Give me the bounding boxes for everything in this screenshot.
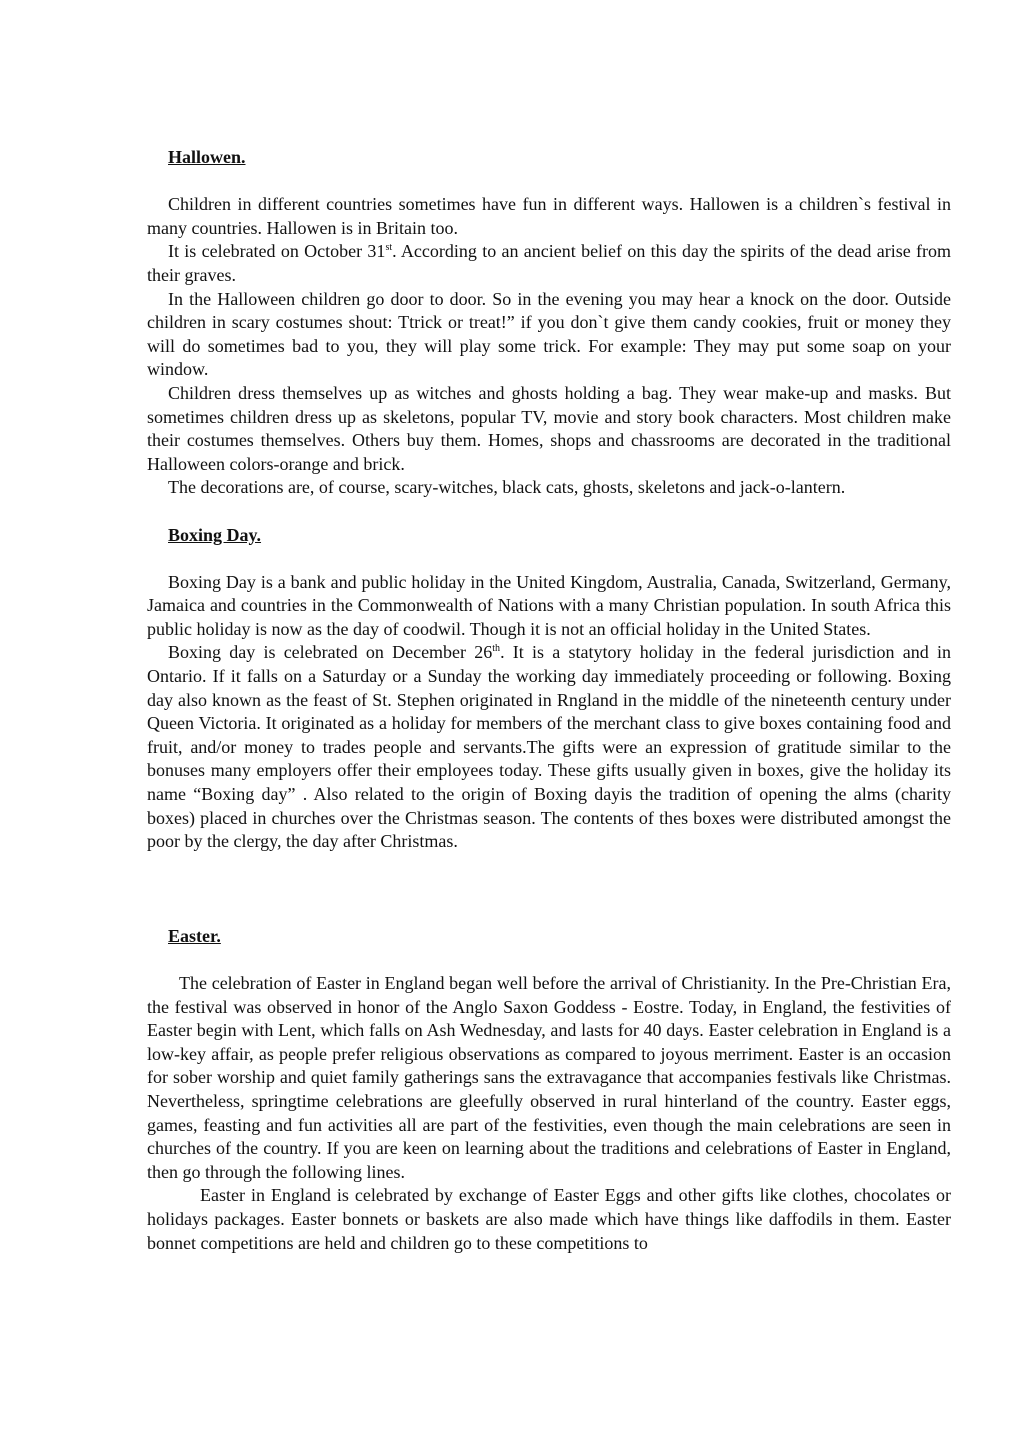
- paragraph: The celebration of Easter in England began well before the arrival of Christianity. In the Pre-Christian Era, the festival was observed in honor of the Anglo Saxon Goddess - Eostre. Today, in England, the festivities of Easter begin with Lent, which falls on Ash Wednesday, and lasts for 40 days. Easter celebration in England is a low-key affair, as people prefer religious observations as compared to joyous merriment. Easter is an occasion for sober worship and quiet family gatherings sans the extravagance that accompanies festivals like Christmas. Nevertheless, springtime celebrations are gleefully observed in rural hinterland of the country. Easter eggs, games, feasting and fun activities all are part of the festivities, even though the main celebrations are seen in churches of the country. If you are keen on learning about the traditions and celebrations of Easter in England, then go through the following lines.: [147, 973, 951, 1182]
- paragraph-text: . It is a statytory holiday in the federal jurisdiction and in Ontario. If it falls on a Saturday or a Sunday the working day immediately proceeding or following. Boxing day also known as the feast of St. Stephen originated in Rngland in the middle of the nineteenth century under Queen Victoria. It originated as a holiday for members of the merchant class to give boxes containing food and fruit, and/or money to trades people and servants.The gifts were an expression of gratitude similar to the bonuses many employers offer their employees today. These gifts usually given in boxes, give the holiday its name “Boxing day” . Also related to the origin of Boxing dayis the tradition of opening the alms (charity boxes) placed in churches over the Christmas season. The contents of thes boxes were distributed amongst the poor by the clergy, the day after Christmas.: [147, 642, 951, 852]
- spacer: [147, 948, 951, 972]
- paragraph: Children dress themselves up as witches and ghosts holding a bag. They wear make-up and masks. But sometimes children dress up as skeletons, popular TV, movie and story book characters. Most children make their costumes themselves. Others buy them. Homes, shops and chassrooms are decorated in the traditional Halloween colors-orange and brick.: [147, 382, 951, 474]
- section-easter: [147, 925, 951, 1255]
- heading-halloween: Hallowen.: [168, 147, 246, 167]
- paragraph-text: . According to an ancient belief on this day the spirits of the dead arise from their graves.: [147, 241, 951, 285]
- section-halloween: [147, 146, 951, 500]
- paragraph-text: It is celebrated on October 31: [168, 241, 386, 262]
- spacer: [147, 547, 951, 571]
- paragraph: In the Halloween children go door to door. So in the evening you may hear a knock on the door. Outside children in scary costumes shout: Ttrick or treat!” if you don`t give them candy cookies, fruit or money they will do sometimes bad to you, they will play some trick. For example: They may put some soap on your window.: [147, 288, 951, 380]
- spacer: [147, 854, 951, 925]
- paragraph: [147, 240, 951, 287]
- superscript: st: [385, 242, 393, 254]
- paragraph: The decorations are, of course, scary-witches, black cats, ghosts, skeletons and jack-o-lantern.: [168, 477, 846, 498]
- heading-easter: Easter.: [168, 925, 221, 946]
- heading-boxing-day: Boxing Day.: [168, 524, 262, 545]
- spacer: [147, 170, 951, 194]
- paragraph: Boxing Day is a bank and public holiday in the United Kingdom, Australia, Canada, Switzerland, Germany, Jamaica and countries in the Commonwealth of Nations with a many Christian population. In south Africa this public holiday is now as the day of coodwil. Though it is not an official holiday in the United States.: [147, 571, 951, 639]
- paragraph: Children in different countries sometimes have fun in different ways. Hallowen is a children`s festival in many countries. Hallowen is in Britain too.: [147, 194, 951, 238]
- paragraph-text: Boxing day is celebrated on December 26: [168, 642, 493, 663]
- spacer: [147, 500, 951, 524]
- paragraph: Easter in England is celebrated by exchange of Easter Eggs and other gifts like clothes, chocolates or holidays packages. Easter bonnets or baskets are also made which have things like daffodils in them. Easter bonnet competitions are held and children go to these competitions to: [147, 1185, 951, 1253]
- paragraph: [147, 641, 951, 853]
- document-page: [147, 146, 951, 1255]
- superscript: th: [492, 643, 501, 655]
- section-boxing-day: [147, 524, 951, 854]
